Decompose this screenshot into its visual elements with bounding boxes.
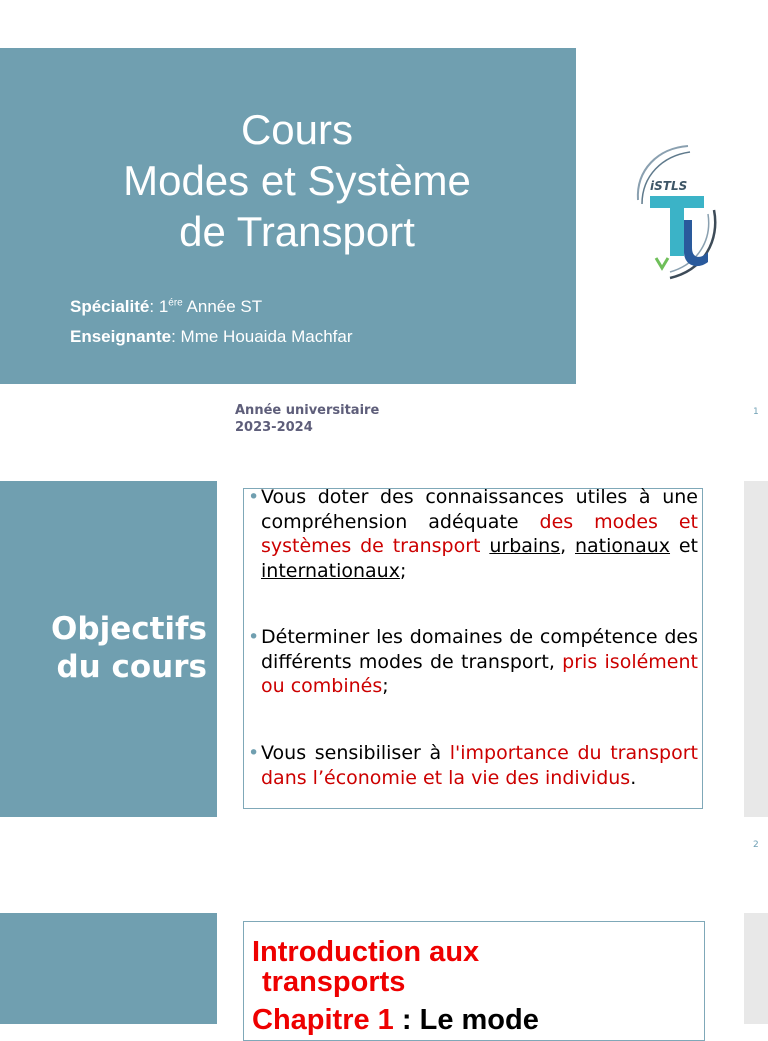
objective-1-end: ; [399,559,407,582]
plan-item-intro [252,937,479,967]
enseignante-label: Enseignante [70,327,172,346]
objective-1-urbains: urbains [489,535,561,557]
istls-logo [628,140,724,286]
specialite-value-suffix: Année ST [182,297,263,316]
objective-1-internationaux: internationaux [261,559,400,582]
specialite-value-prefix: : 1 [149,297,169,316]
objective-1-nationaux: nationaux [575,535,671,557]
page-number-2: 2 [753,840,759,850]
objective-bullet-1 [248,485,698,583]
specialite-superscript: ére [168,297,183,309]
objective-3-end: . [630,766,637,789]
slide-edge-2 [744,481,768,817]
academic-year-label: Année universitaire [235,403,380,418]
objective-bullet-3 [248,741,698,790]
objective-2-text: Déterminer les domaines de compétence des différents modes de transport, [261,626,698,673]
chapter-1-title: : Le mode [393,1004,539,1036]
objective-1-sep-2: et [670,535,698,557]
course-title-line-3: de Transport [179,208,415,255]
enseignante-value: : Mme Houaida Machfar [171,327,353,346]
course-title-line-1: Cours [240,106,354,153]
course-title-line-2: Modes et Système [123,157,471,204]
chapter-1-label: Chapitre 1 [252,1004,394,1036]
objectives-title [0,610,217,686]
objective-1-text: Vous doter des connaissances utiles à une compréhension adéquate [261,486,698,533]
page-number-1: 1 [753,407,759,417]
course-title [0,104,594,257]
objectives-title-line-1: Objectifs [51,611,207,647]
objective-3-text: Vous sensibiliser à [261,742,450,764]
specialite-label: Spécialité [70,297,150,316]
objectives-title-line-2: du cours [56,649,207,685]
plan-side-band [0,913,217,1024]
plan-item-intro-cont: transports [262,966,406,998]
plan-item-chapter-1 [252,1005,539,1035]
objective-1-highlight: des modes et systèmes de transport [261,510,699,557]
academic-year [235,402,379,436]
bullet-dot: • [248,626,260,648]
objective-2-highlight: pris isolément ou combinés [261,650,698,697]
objective-bullet-2 [248,625,698,699]
objective-1-sep-1: , [560,535,575,557]
plan-item-intro-line-1: Introduction aux [252,936,480,968]
bullet-dot: • [248,486,260,508]
academic-year-value: 2023-2024 [235,420,313,435]
objective-2-end: ; [382,675,389,697]
slide-edge-3 [744,913,768,1024]
objective-3-highlight: l'importance du transport dans l’économie et la vie des individus [261,742,698,789]
svg-text:iSTLS: iSTLS [650,179,688,193]
specialite-line [70,297,262,317]
bullet-dot: • [248,742,260,764]
enseignante-line [70,327,353,347]
